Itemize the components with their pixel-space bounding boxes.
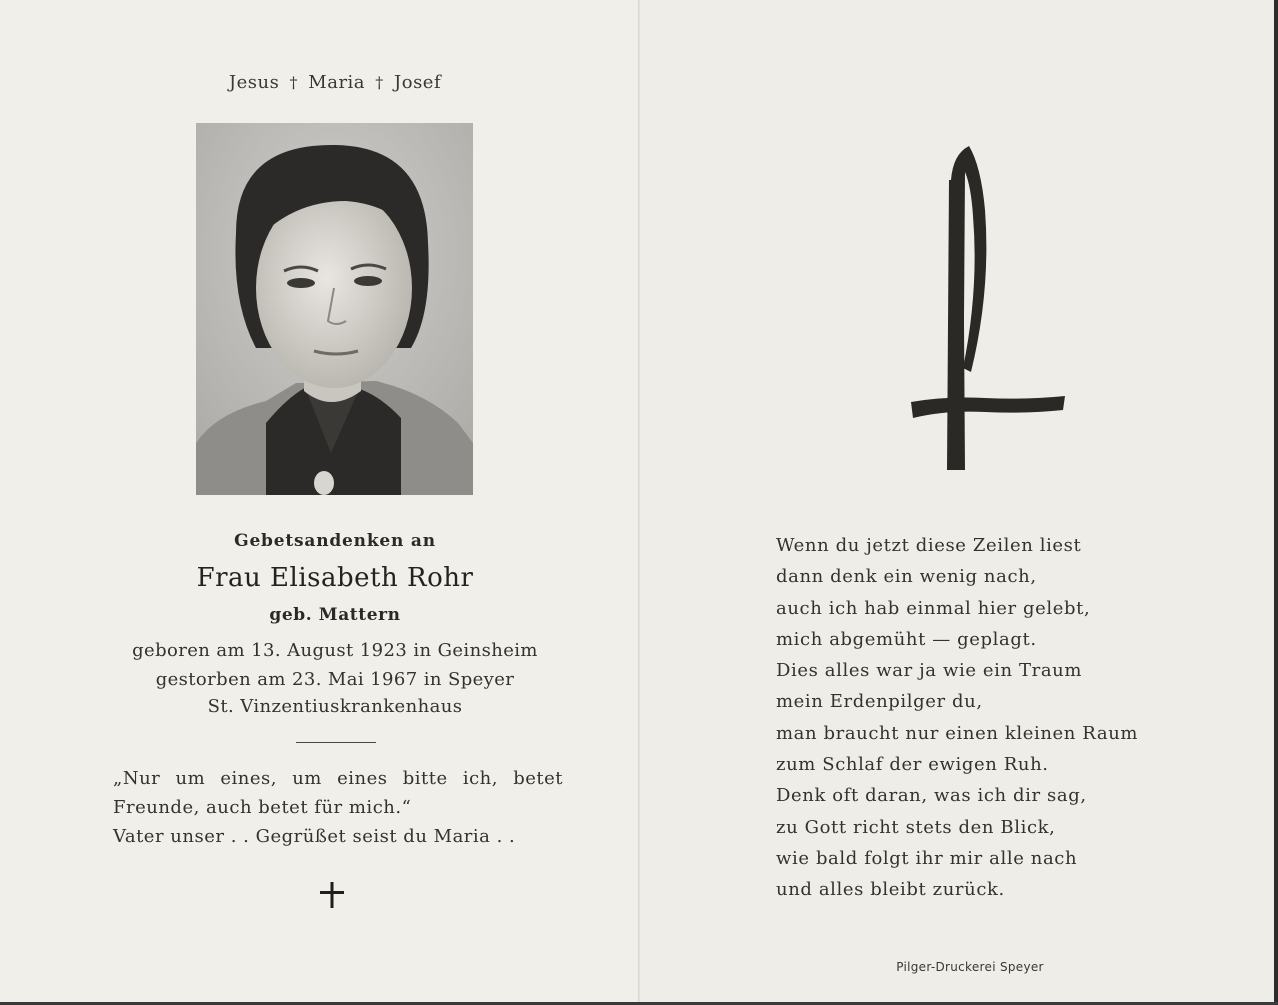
prayer-line: Vater unser . . Gegrüßet seist du Maria . . bbox=[113, 826, 516, 847]
deceased-name: Frau Elisabeth Rohr bbox=[196, 563, 474, 593]
poem-line: zu Gott richt stets den Blick, bbox=[776, 816, 1056, 838]
poem-line: wie bald folgt ihr mir alle nach bbox=[776, 847, 1078, 869]
death-line: gestorben am 23. Mai 1967 in Speyer bbox=[155, 669, 515, 690]
invocation-line bbox=[130, 72, 540, 93]
printer-credit: Pilger-Druckerei Speyer bbox=[896, 960, 1044, 974]
death-place: St. Vinzentiuskrankenhaus bbox=[207, 696, 463, 717]
invocation-jesus: Jesus bbox=[228, 72, 280, 93]
portrait-photo bbox=[196, 123, 473, 495]
portrait-photo-icon bbox=[196, 123, 473, 495]
remembrance-heading: Gebetsandenken an bbox=[234, 531, 436, 551]
dagger-cross-icon: † bbox=[375, 73, 384, 92]
maiden-name: geb. Mattern bbox=[269, 605, 401, 625]
right-panel bbox=[640, 0, 1278, 1005]
poem-line: man braucht nur einen kleinen Raum bbox=[776, 722, 1139, 744]
prayer-quote: „Nur um eines, um eines bitte ich, betet Freunde, auch betet für mich.“ bbox=[113, 768, 563, 818]
dagger-cross-icon: † bbox=[289, 73, 299, 92]
chi-rho-cross-icon bbox=[905, 140, 1070, 480]
divider-rule bbox=[296, 742, 376, 743]
invocation-maria: Maria bbox=[308, 72, 366, 93]
birth-line: geboren am 13. August 1923 in Geinsheim bbox=[132, 640, 538, 661]
poem-line: dann denk ein wenig nach, bbox=[776, 566, 1037, 588]
poem-line: zum Schlaf der ewigen Ruh. bbox=[776, 754, 1049, 776]
poem-line: mein Erdenpilger du, bbox=[776, 691, 983, 713]
poem-line: mich abgemüht — geplagt. bbox=[776, 628, 1037, 650]
poem-line: Wenn du jetzt diese Zeilen liest bbox=[776, 535, 1082, 556]
invocation-josef: Josef bbox=[394, 72, 442, 93]
poem-line: Denk oft daran, was ich dir sag, bbox=[776, 785, 1087, 807]
cross-icon bbox=[318, 880, 346, 910]
poem-line: auch ich hab einmal hier gelebt, bbox=[776, 597, 1091, 619]
left-panel bbox=[0, 0, 638, 1005]
card-edge-right bbox=[1274, 0, 1278, 1005]
poem bbox=[776, 530, 1196, 906]
poem-line: und alles bleibt zurück. bbox=[776, 879, 1005, 901]
poem-line: Dies alles war ja wie ein Traum bbox=[776, 660, 1083, 682]
